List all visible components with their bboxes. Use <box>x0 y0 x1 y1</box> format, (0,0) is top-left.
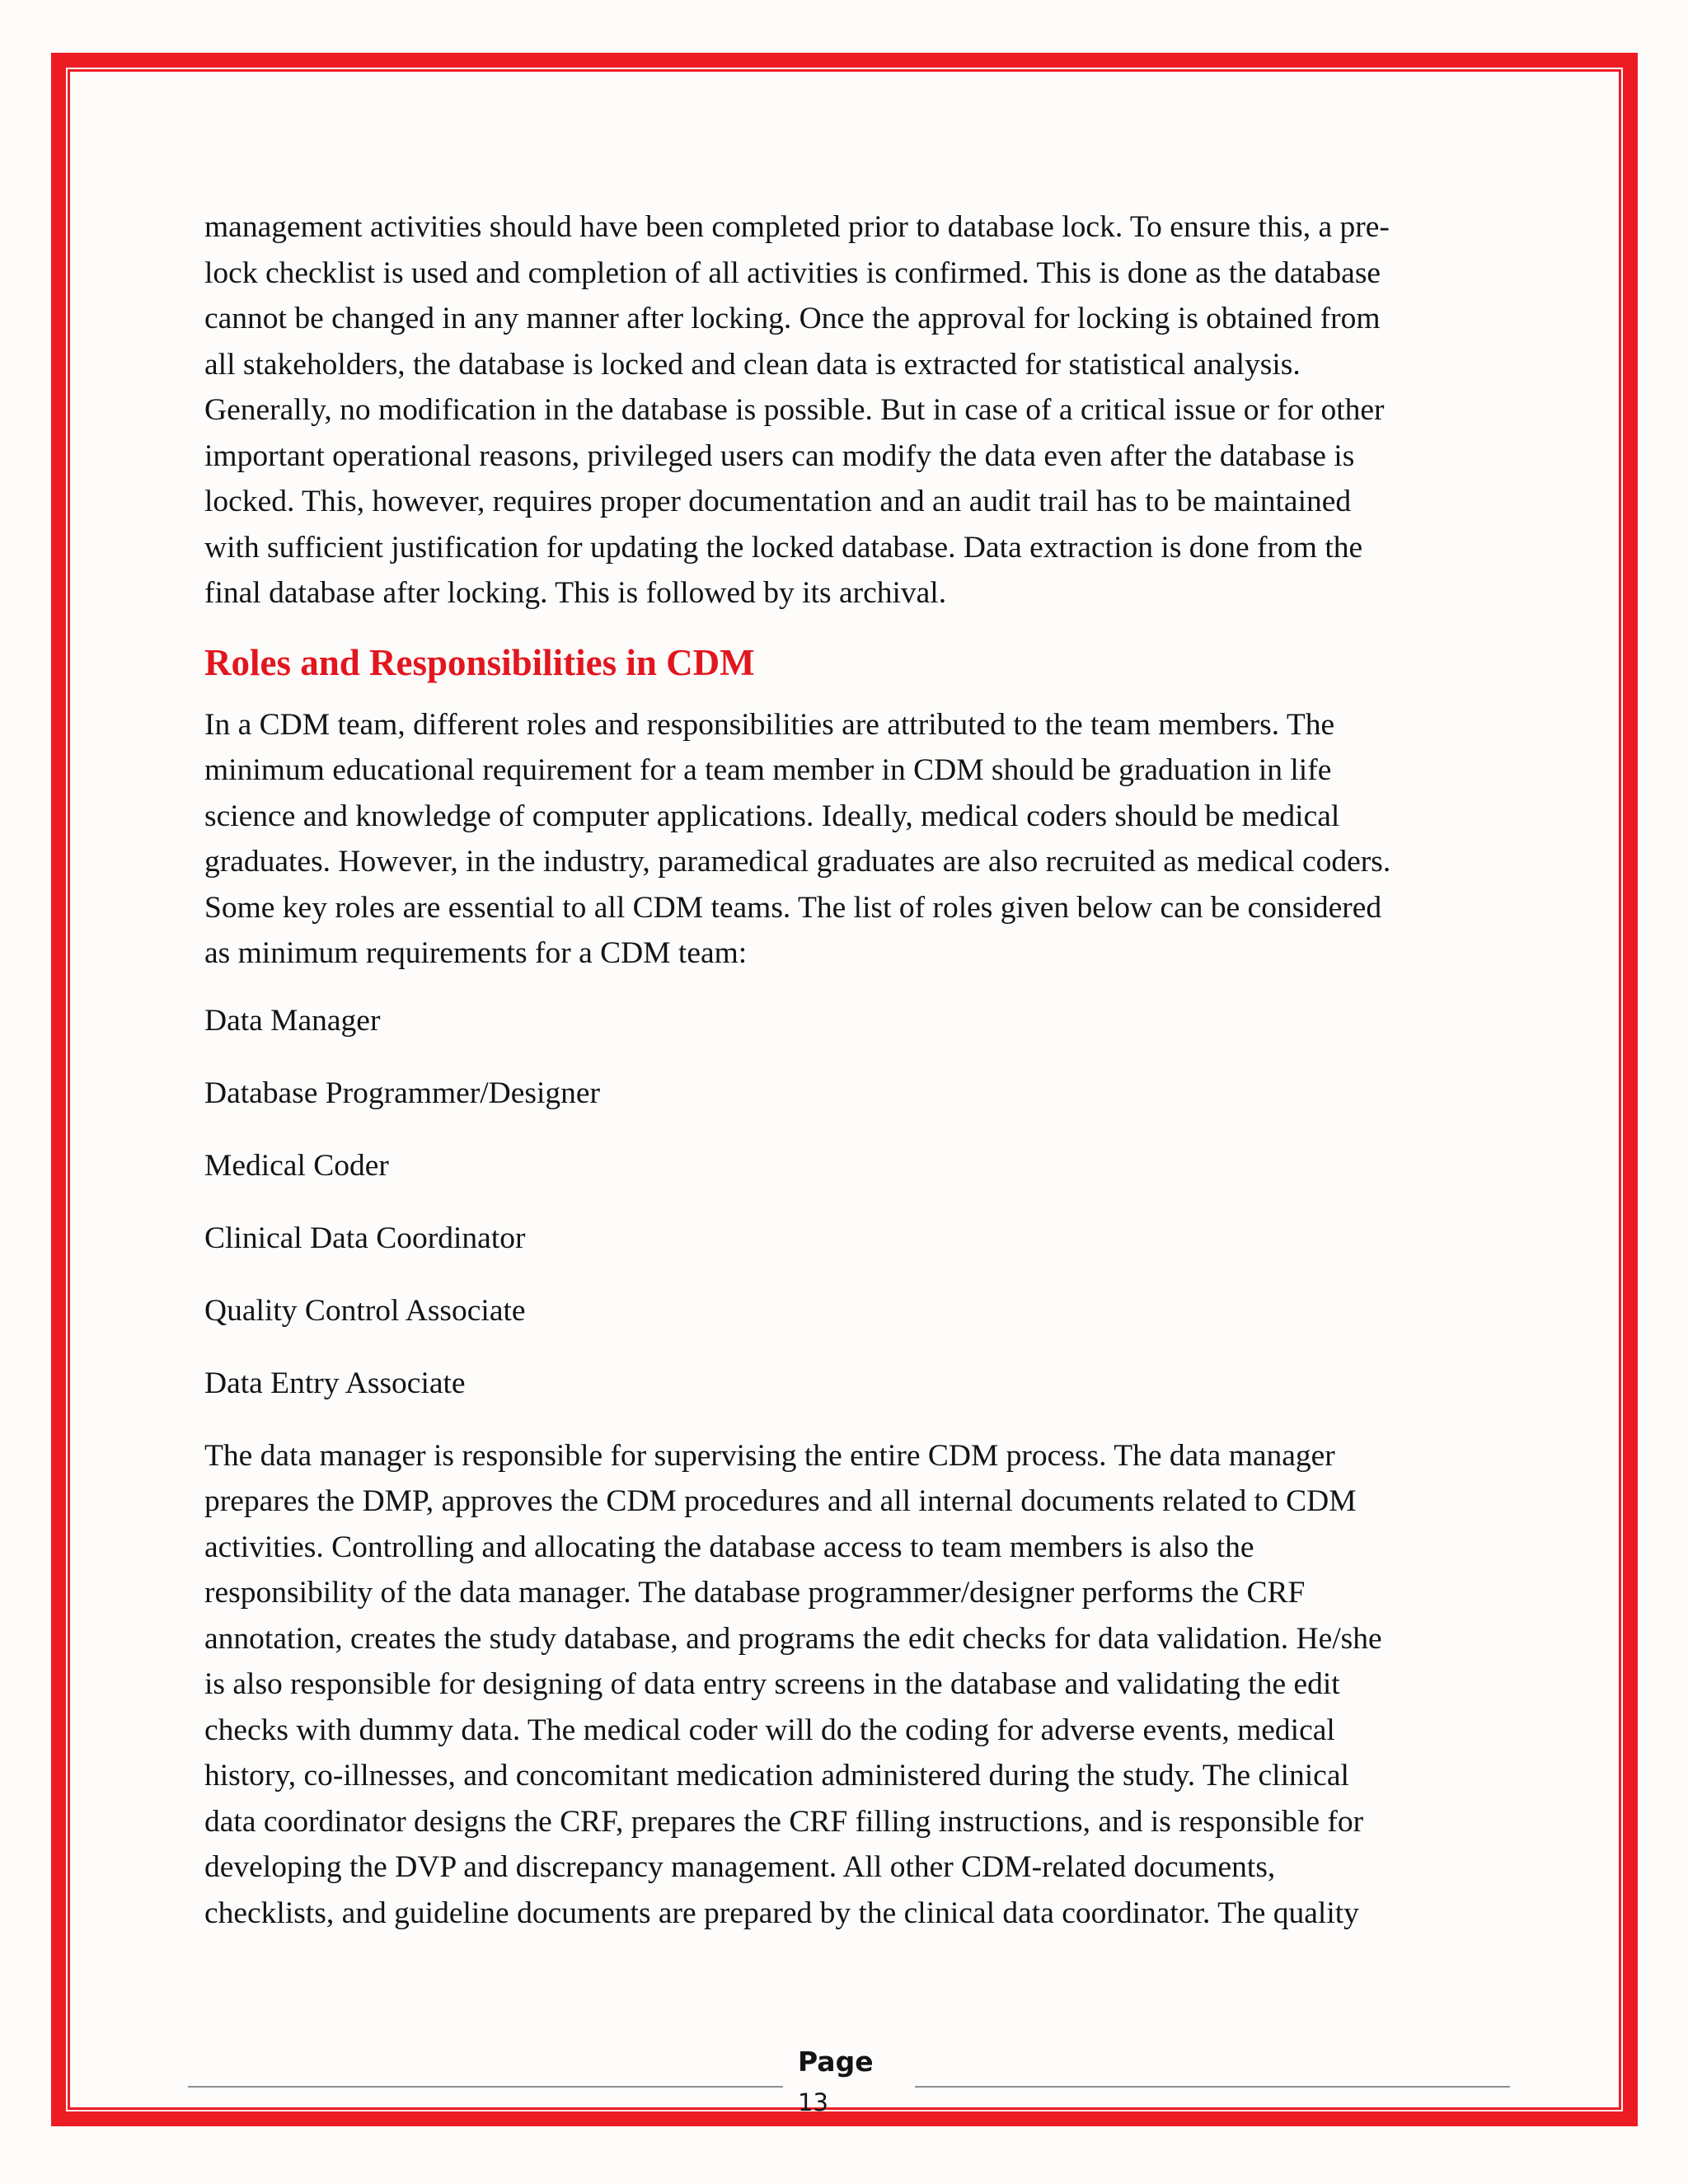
page-content <box>204 204 1486 1957</box>
footer-page-number: 13 <box>798 2088 828 2116</box>
description-paragraph <box>204 1433 1486 1937</box>
role-item: Database Programmer/Designer <box>204 1076 601 1110</box>
text-line: responsibility of the data manager. The database programmer/designer performs the CRF <box>204 1576 1306 1610</box>
role-item: Clinical Data Coordinator <box>204 1221 526 1255</box>
text-line: checklists, and guideline documents are prepared by the clinical data coordinator. The quality <box>204 1896 1359 1930</box>
text-line: In a CDM team, different roles and responsibilities are attributed to the team members. The <box>204 707 1335 742</box>
text-line: annotation, creates the study database, and programs the edit checks for data validation. He/she <box>204 1621 1382 1656</box>
text-line: management activities should have been completed prior to database lock. To ensure this, a pre- <box>204 210 1390 244</box>
text-line: The data manager is responsible for supervising the entire CDM process. The data manager <box>204 1438 1335 1473</box>
text-line: graduates. However, in the industry, paramedical graduates are also recruited as medical coders. <box>204 845 1391 879</box>
text-line: as minimum requirements for a CDM team: <box>204 936 748 970</box>
text-line: prepares the DMP, approves the CDM procedures and all internal documents related to CDM <box>204 1484 1357 1518</box>
text-line: developing the DVP and discrepancy management. All other CDM-related documents, <box>204 1850 1276 1884</box>
footer-rule-right <box>915 2086 1510 2088</box>
footer-page-label: Page <box>798 2046 874 2078</box>
text-line: history, co-illnesses, and concomitant medication administered during the study. The clinical <box>204 1759 1349 1793</box>
role-item: Quality Control Associate <box>204 1293 526 1328</box>
text-line: science and knowledge of computer applications. Ideally, medical coders should be medical <box>204 799 1340 833</box>
intro-paragraph <box>204 204 1486 616</box>
role-item: Data Entry Associate <box>204 1366 466 1400</box>
section-heading: Roles and Responsibilities in CDM <box>204 641 755 683</box>
text-line: with sufficient justification for updating the locked database. Data extraction is done from the <box>204 530 1363 565</box>
text-line: locked. This, however, requires proper documentation and an audit trail has to be maintained <box>204 485 1352 518</box>
text-line: is also responsible for designing of data entry screens in the database and validating the edit <box>204 1667 1340 1701</box>
text-line: checks with dummy data. The medical coder will do the coding for adverse events, medical <box>204 1713 1335 1747</box>
roles-intro-paragraph <box>204 702 1486 977</box>
role-item: Data Manager <box>204 1003 381 1038</box>
text-line: minimum educational requirement for a team member in CDM should be graduation in life <box>204 753 1332 787</box>
text-line: important operational reasons, privileged users can modify the data even after the database is <box>204 438 1355 473</box>
text-line: Generally, no modification in the database is possible. But in case of a critical issue or for other <box>204 393 1385 427</box>
text-line: final database after locking. This is followed by its archival. <box>204 576 947 610</box>
text-line: data coordinator designs the CRF, prepares the CRF filling instructions, and is responsible for <box>204 1804 1364 1839</box>
text-line: cannot be changed in any manner after locking. Once the approval for locking is obtained from <box>204 302 1381 335</box>
roles-list <box>204 998 1486 1406</box>
text-line: lock checklist is used and completion of all activities is confirmed. This is done as the database <box>204 255 1381 290</box>
text-line: Some key roles are essential to all CDM teams. The list of roles given below can be considered <box>204 890 1382 925</box>
text-line: activities. Controlling and allocating the database access to team members is also the <box>204 1530 1254 1564</box>
text-line: all stakeholders, the database is locked and clean data is extracted for statistical analysis. <box>204 347 1301 382</box>
role-item: Medical Coder <box>204 1148 389 1183</box>
footer-rule-left <box>188 2086 783 2088</box>
